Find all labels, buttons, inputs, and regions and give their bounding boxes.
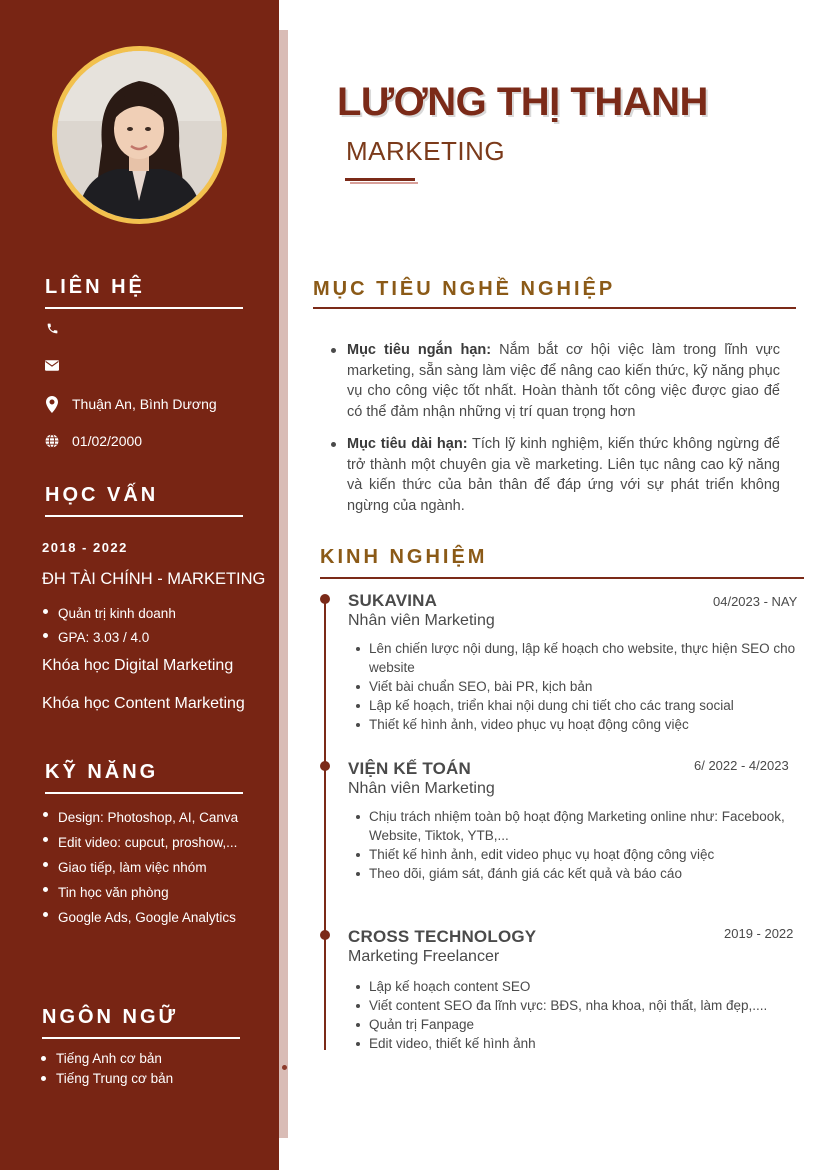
objective-heading: MỤC TIÊU NGHỀ NGHIỆP xyxy=(313,278,616,300)
experience-heading: KINH NGHIỆM xyxy=(320,546,488,568)
objective-label: Mục tiêu ngắn hạn: xyxy=(347,342,492,358)
sidebar-shadow xyxy=(279,30,288,1138)
skills-list xyxy=(42,805,238,930)
languages-rule xyxy=(42,1037,240,1039)
list-item: Thiết kế hình ảnh, edit video phục vụ hoạt động công việc xyxy=(355,846,805,865)
globe-icon xyxy=(45,433,59,449)
timeline-dot xyxy=(320,594,330,604)
job-company: VIỆN KẾ TOÁN xyxy=(348,759,471,778)
contact-heading: LIÊN HỆ xyxy=(45,276,145,298)
education-rule xyxy=(45,515,243,517)
job-role: Nhân viên Marketing xyxy=(348,612,495,629)
birthday-value: 01/02/2000 xyxy=(72,433,143,449)
education-details xyxy=(42,602,176,649)
contact-email xyxy=(45,357,72,373)
list-item: Quản trị kinh doanh xyxy=(42,602,176,626)
skills-heading: KỸ NĂNG xyxy=(45,761,159,783)
list-item: Lên chiến lược nội dung, lập kế hoạch cho website, thực hiện SEO cho website xyxy=(355,640,805,677)
languages-list xyxy=(40,1049,173,1088)
list-item: Chịu trách nhiệm toàn bộ hoạt động Marketing online như: Facebook, Website, Tiktok, YTB,... xyxy=(355,808,805,845)
contact-rule xyxy=(45,307,243,309)
languages-heading: NGÔN NGỮ xyxy=(42,1006,179,1028)
list-item: Design: Photoshop, AI, Canva xyxy=(42,805,238,830)
mail-icon xyxy=(45,357,59,373)
timeline-line xyxy=(324,598,326,1050)
job-date: 04/2023 - NAY xyxy=(713,594,798,609)
education-years: 2018 - 2022 xyxy=(42,540,128,555)
title-underline-shadow xyxy=(350,182,418,184)
job-company: CROSS TECHNOLOGY xyxy=(348,927,537,946)
list-item: Giao tiếp, làm việc nhóm xyxy=(42,855,238,880)
list-item xyxy=(328,434,780,517)
list-item: Tin học văn phòng xyxy=(42,880,238,905)
timeline-dot xyxy=(320,761,330,771)
location-pin-icon xyxy=(45,396,59,412)
job-tasks xyxy=(355,808,805,884)
timeline-dot xyxy=(320,930,330,940)
list-item: Tiếng Trung cơ bản xyxy=(40,1069,173,1089)
phone-icon xyxy=(45,320,59,336)
contact-address xyxy=(45,396,217,412)
list-item: Thiết kế hình ảnh, video phục vụ hoạt động công việc xyxy=(355,716,805,735)
list-item: Google Ads, Google Analytics xyxy=(42,905,238,930)
objective-rule xyxy=(313,307,796,309)
job-date: 2019 - 2022 xyxy=(724,926,794,941)
experience-rule xyxy=(320,577,804,579)
list-item: Tiếng Anh cơ bản xyxy=(40,1049,173,1069)
list-item: Theo dõi, giám sát, đánh giá các kết quả và báo cáo xyxy=(355,865,805,884)
objective-text: Tích lỹ kinh nghiệm, kiến thức không ngừng để trở thành một chuyên gia về marketing. Liên tục nâng cao kỹ năng và kiến thức của bản thân để đáp ứng với sự phát triển không ngừng của ngành. xyxy=(347,435,780,514)
title-underline xyxy=(345,178,415,181)
objective-label: Mục tiêu dài hạn: xyxy=(347,435,468,452)
address-value: Thuận An, Bình Dương xyxy=(72,396,217,412)
contact-phone xyxy=(45,320,72,336)
portrait-photo xyxy=(57,51,222,219)
job-date: 6/ 2022 - 4/2023 xyxy=(694,758,789,773)
list-item: GPA: 3.03 / 4.0 xyxy=(42,626,176,650)
course-item: Khóa học Content Marketing xyxy=(42,695,245,712)
education-school: ĐH TÀI CHÍNH - MARKETING xyxy=(42,570,266,588)
skills-rule xyxy=(45,792,243,794)
candidate-name: LƯƠNG THỊ THANH xyxy=(337,80,708,124)
job-tasks xyxy=(355,640,805,735)
list-item: Edit video, thiết kế hình ảnh xyxy=(355,1035,805,1054)
contact-birthday xyxy=(45,433,142,449)
course-item: Khóa học Digital Marketing xyxy=(42,657,234,674)
education-heading: HỌC VẤN xyxy=(45,484,159,506)
list-item xyxy=(328,340,780,423)
decorative-dot xyxy=(282,1065,287,1070)
job-role: Marketing Freelancer xyxy=(348,948,500,965)
objective-text: Nắm bắt cơ hội việc làm trong lĩnh vực marketing, sẵn sàng làm việc để nâng cao kiến thức, kỹ năng phục vụ cho công việc tốt nhất. Hoàn thành tốt công việc được giao để có thể đảm nhận những vị trí quan trọng hơn xyxy=(347,342,781,421)
list-item: Lập kế hoạch, triển khai nội dung chi tiết cho các trang social xyxy=(355,697,805,716)
job-role: Nhân viên Marketing xyxy=(348,780,495,797)
list-item: Viết content SEO đa lĩnh vực: BĐS, nha khoa, nội thất, làm đẹp,.... xyxy=(355,997,805,1016)
job-company: SUKAVINA xyxy=(348,591,438,610)
list-item: Edit video: cupcut, proshow,... xyxy=(42,830,238,855)
candidate-title: MARKETING xyxy=(346,136,506,166)
avatar xyxy=(57,51,222,219)
job-tasks xyxy=(355,978,805,1054)
list-item: Quản trị Fanpage xyxy=(355,1016,805,1035)
objective-list xyxy=(328,340,780,528)
list-item: Viết bài chuẩn SEO, bài PR, kịch bản xyxy=(355,678,805,697)
list-item: Lập kế hoạch content SEO xyxy=(355,978,805,997)
